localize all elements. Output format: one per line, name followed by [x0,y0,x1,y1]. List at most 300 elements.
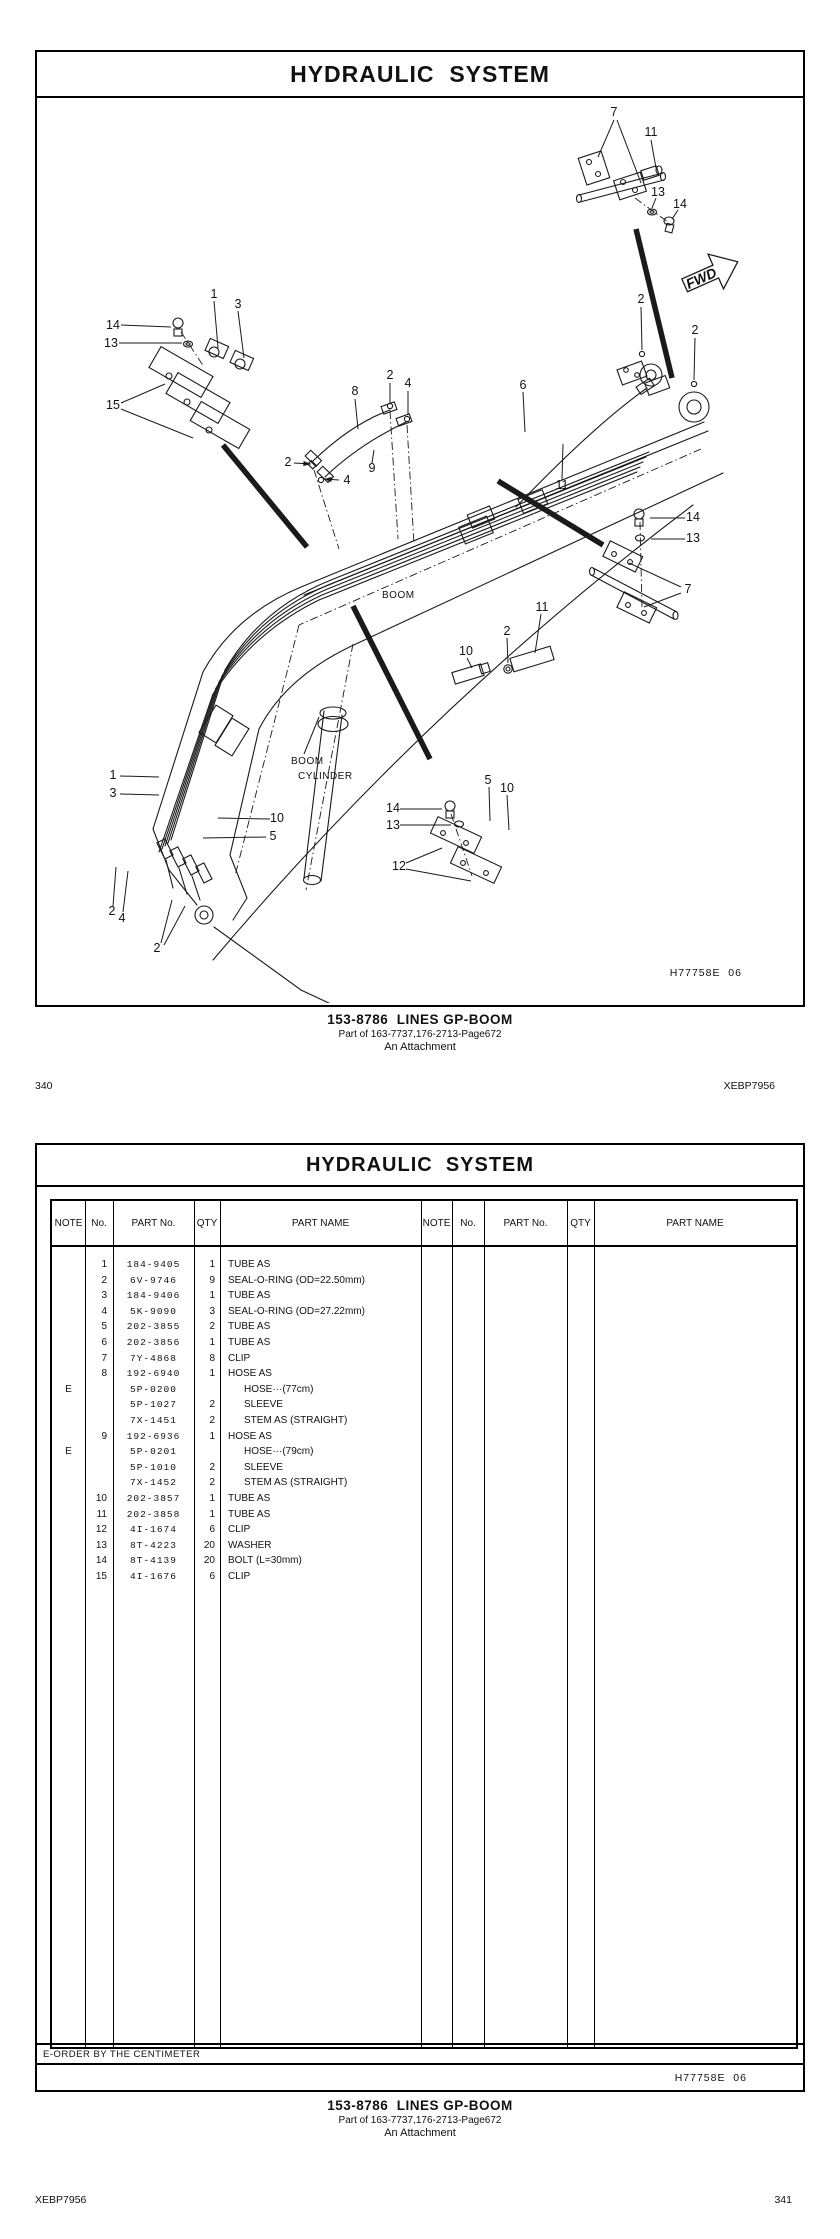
order-note: E-ORDER BY THE CENTIMETER [37,2043,803,2065]
page-number: 340 [35,1080,53,1092]
cell-part [484,1553,567,1569]
table-row [52,1413,796,1429]
callout-label: 4 [343,473,351,487]
callout-label: 13 [104,336,118,350]
cell-note [421,1273,452,1289]
cell-name [594,1460,796,1476]
callout-label: 14 [673,197,687,211]
cell-no [452,1444,484,1460]
cell-qty [567,1366,594,1382]
cell-part [484,1397,567,1413]
cell-part: 4I-1676 [130,1570,177,1582]
cell-part [484,1335,567,1351]
table-row [52,1382,796,1398]
cell-qty [567,1335,594,1351]
cell-qty [567,1288,594,1304]
cell-qty [567,1444,594,1460]
cell-name [594,1257,796,1273]
cell-no [85,1444,113,1460]
cell-no: 6 [101,1336,107,1348]
cell-name: CLIP [228,1352,251,1364]
callout-label: 12 [392,859,406,873]
page-number: 341 [774,2194,792,2206]
table-header-cell: NOTE [422,1217,451,1229]
cell-name [594,1475,796,1491]
cell-note [52,1351,85,1367]
callout-label: 13 [686,531,700,545]
leader-line [694,338,695,380]
cell-part [484,1569,567,1585]
thick-leader-line [498,481,603,545]
callout-label: 13 [386,818,400,832]
leader-line [407,425,414,544]
callout-label: 2 [108,904,116,918]
cell-part: 5P-1027 [130,1399,177,1411]
cell-name [594,1288,796,1304]
cell-qty: 1 [209,1336,215,1348]
cell-qty: 3 [209,1305,215,1317]
cell-qty [567,1413,594,1429]
cell-name: HOSE···(77cm) [244,1383,314,1395]
leader-line [314,470,339,549]
cell-qty: 1 [209,1430,215,1442]
cell-no [452,1257,484,1273]
leader-line [235,625,299,876]
callout-label: 9 [368,461,376,475]
cell-no [85,1460,113,1476]
cell-no [452,1351,484,1367]
cell-note [52,1273,85,1289]
cell-no: 14 [95,1555,107,1567]
cell-note [52,1257,85,1273]
cell-name: STEM AS (STRAIGHT) [244,1477,348,1489]
callout-label: 14 [686,510,700,524]
book-code: XEBP7956 [35,2194,87,2206]
cell-note [421,1319,452,1335]
cell-note [421,1475,452,1491]
callout-label: 2 [637,292,645,306]
cell-note [52,1553,85,1569]
leader-line [161,900,172,943]
cell-qty: 8 [209,1352,215,1364]
leader-line [507,638,508,663]
cell-note [52,1522,85,1538]
cell-qty [567,1429,594,1445]
leader-line [641,307,642,350]
cell-note: E [65,1383,72,1395]
table-row [52,1507,796,1523]
cell-no: 4 [101,1305,107,1317]
caption-note: An Attachment [384,1041,456,1054]
cell-part [484,1273,567,1289]
table-row [52,1538,796,1554]
callout-label: 2 [386,368,394,382]
page1-caption [35,1012,805,1055]
cell-qty [567,1273,594,1289]
table-header-cell: PART NAME [666,1217,724,1229]
cell-part: 184-9406 [126,1290,181,1302]
cell-name: HOSE AS [228,1430,272,1442]
cell-part: 4I-1674 [130,1524,177,1536]
table-header-cell: No. [460,1217,476,1229]
cell-qty: 1 [209,1290,215,1302]
table-row [52,1257,796,1273]
fwd-arrow [677,244,745,302]
cell-note [421,1444,452,1460]
cell-note [421,1429,452,1445]
cell-name: TUBE AS [228,1336,271,1348]
cell-note [421,1366,452,1382]
cell-name [594,1397,796,1413]
cell-qty: 2 [209,1399,215,1411]
table-header [52,1201,796,1247]
cell-no [452,1304,484,1320]
callout-label: 11 [535,600,549,614]
leader-line [306,644,353,890]
cell-part: 5K-9090 [130,1305,177,1317]
cell-name: HOSE AS [228,1368,272,1380]
cell-no [452,1507,484,1523]
table-header-cell: PART No. [131,1217,176,1229]
table-body [52,1257,796,1584]
caption-title: 153-8786 LINES GP-BOOM [327,2098,513,2113]
cell-qty: 2 [209,1414,215,1426]
leader-line [123,871,128,912]
cell-note [421,1538,452,1554]
cell-note [52,1538,85,1554]
cell-note [52,1304,85,1320]
callout-label: 5 [484,773,492,787]
leader-line [562,444,563,480]
cell-note [52,1288,85,1304]
cell-name [594,1273,796,1289]
cell-qty: 20 [203,1539,215,1551]
leader-line [598,120,614,157]
leader-line [617,120,641,183]
cell-no [452,1413,484,1429]
cell-name: SEAL-O-RING (OD=22.50mm) [228,1274,365,1286]
cell-qty [567,1257,594,1273]
leader-line [489,787,490,821]
table-header-cell: QTY [570,1217,591,1229]
cell-name: HOSE···(79cm) [244,1446,314,1458]
cell-name: SLEEVE [244,1399,283,1411]
leader-line [535,614,541,653]
cell-no: 9 [101,1430,107,1442]
cell-part: 192-6936 [126,1430,181,1442]
cell-part: 202-3858 [126,1508,181,1520]
table-row [52,1366,796,1382]
table-row [52,1475,796,1491]
callout-label: 2 [153,941,161,955]
cell-note [52,1429,85,1445]
callout-label: 4 [404,376,412,390]
cell-qty [567,1522,594,1538]
cell-part: 202-3856 [126,1336,181,1348]
callout-layer [104,105,701,955]
callout-label: 7 [684,582,692,596]
cell-no [85,1413,113,1429]
callout-label: 4 [118,911,126,925]
leader-line [406,848,442,863]
boom-line-art [149,151,723,1003]
callout-label: 7 [610,105,618,119]
leader-line [651,140,656,168]
cell-part: 7Y-4868 [130,1352,177,1364]
cell-no [452,1319,484,1335]
cell-name: WASHER [228,1539,272,1551]
table-row [52,1491,796,1507]
cell-name [594,1507,796,1523]
cell-part: 202-3857 [126,1492,181,1504]
cell-part: 8T-4223 [130,1539,177,1551]
cell-part: 7X-1452 [130,1477,177,1489]
cell-qty: 1 [209,1259,215,1270]
cell-no: 11 [96,1508,107,1520]
cell-qty: 1 [209,1492,215,1504]
cell-no [452,1288,484,1304]
cell-note [52,1413,85,1429]
cell-name [594,1382,796,1398]
leader-line [523,392,525,432]
callout-label: 1 [210,287,218,301]
callout-label: 15 [106,398,120,412]
cell-part: 202-3855 [126,1321,181,1333]
table-row [52,1522,796,1538]
cell-note [52,1569,85,1585]
cell-qty [567,1319,594,1335]
cell-no [452,1553,484,1569]
cell-note [421,1553,452,1569]
cell-part [484,1351,567,1367]
cell-name: STEM AS (STRAIGHT) [244,1414,348,1426]
cell-note [52,1335,85,1351]
cell-name: TUBE AS [228,1508,271,1520]
cell-name: CLIP [228,1524,251,1536]
cell-no [452,1429,484,1445]
cell-no [452,1522,484,1538]
cell-no [452,1475,484,1491]
cell-part [484,1319,567,1335]
callout-label: 2 [691,323,699,337]
cell-note [421,1522,452,1538]
cell-qty [567,1491,594,1507]
cell-note [421,1507,452,1523]
cell-name [594,1569,796,1585]
page-title: HYDRAULIC SYSTEM [37,1145,803,1187]
cell-note [421,1413,452,1429]
cell-part: 5P-0201 [130,1446,177,1458]
cell-part [484,1444,567,1460]
cell-qty: 2 [209,1321,215,1333]
callout-label: 14 [106,318,120,332]
cell-part [484,1491,567,1507]
callout-label: 3 [234,297,242,311]
diagram-canvas [37,98,803,1003]
leader-line [238,311,244,358]
cell-note [421,1397,452,1413]
cell-no: 10 [95,1492,107,1504]
cell-note [421,1304,452,1320]
cell-name: BOLT (L=30mm) [228,1555,302,1567]
cell-qty [567,1382,594,1398]
leader-line [181,332,204,367]
table-row [52,1273,796,1289]
callout-label: 1 [109,768,117,782]
cell-part [484,1288,567,1304]
cell-name [594,1553,796,1569]
cell-part: 192-6940 [126,1368,181,1380]
cell-qty [567,1460,594,1476]
cell-name [594,1491,796,1507]
cell-qty: 2 [209,1461,215,1473]
cell-part [484,1460,567,1476]
parts-table [50,1199,798,2049]
diagram-page [35,50,805,1007]
cell-name [594,1538,796,1554]
cell-note [52,1491,85,1507]
cell-part [484,1522,567,1538]
leader-line [390,411,398,539]
cell-no: 3 [101,1290,107,1302]
table-row [52,1351,796,1367]
cell-no [452,1460,484,1476]
callout-label: 13 [651,185,665,199]
drawing-code: H77758E 06 [674,2071,747,2084]
callout-label: 10 [270,811,284,825]
leader-line [121,384,165,403]
cell-note [52,1366,85,1382]
cell-no [452,1538,484,1554]
callout-label: 3 [109,786,117,800]
cell-part [484,1538,567,1554]
callout-label: 10 [500,781,514,795]
leader-line [406,869,471,881]
thick-leader-line [223,445,307,547]
leader-line [121,409,193,438]
cell-name [594,1304,796,1320]
table-row [52,1429,796,1445]
cell-name [594,1429,796,1445]
table-header-cell: NOTE [54,1217,83,1229]
cell-part: 8T-4139 [130,1555,177,1567]
leader-line [113,867,116,906]
table-row [52,1460,796,1476]
cell-qty: 20 [203,1555,215,1567]
cell-qty [567,1569,594,1585]
boom-label: BOOM [382,590,415,601]
cell-no [452,1382,484,1398]
cell-qty [567,1304,594,1320]
cell-part: 6V-9746 [130,1274,177,1286]
callout-label: 8 [351,384,359,398]
cell-note [421,1569,452,1585]
leader-line [120,776,159,777]
leader-line [507,795,509,830]
cell-note [52,1319,85,1335]
table-row [52,1335,796,1351]
cell-part: 184-9405 [126,1259,181,1270]
cell-no [85,1397,113,1413]
cell-qty: 1 [209,1368,215,1380]
cell-name [594,1335,796,1351]
cell-name: TUBE AS [228,1290,271,1302]
cell-note [421,1351,452,1367]
table-header-cell: QTY [196,1217,218,1229]
callout-label: 11 [644,125,658,139]
page2-caption [35,2098,805,2141]
cell-no [452,1569,484,1585]
cell-part [484,1366,567,1382]
cell-no: 12 [95,1524,107,1536]
cell-note [421,1288,452,1304]
cell-no: 5 [101,1321,107,1333]
cell-name [594,1522,796,1538]
book-code: XEBP7956 [723,1080,775,1092]
leader-line [304,717,319,754]
cell-note [421,1257,452,1273]
cell-name [594,1319,796,1335]
cell-part: 7X-1451 [130,1414,177,1426]
leader-line [218,818,270,819]
cell-qty [194,1444,220,1460]
table-header-cell: PART NAME [291,1217,350,1229]
cell-part [484,1304,567,1320]
cell-name: SEAL-O-RING (OD=27.22mm) [228,1305,365,1317]
callout-label: 2 [284,455,292,469]
leader-line [467,658,472,668]
cell-qty [567,1475,594,1491]
boom-cylinder-label-2: CYLINDER [298,771,353,782]
callout-label: 14 [386,801,400,815]
cell-note: E [65,1446,72,1458]
boom-cylinder-label-1: BOOM [291,756,324,767]
cell-note [52,1397,85,1413]
cell-qty: 6 [209,1524,215,1536]
leader-line [121,325,171,327]
cell-note [52,1460,85,1476]
cell-part [484,1507,567,1523]
leader-line [635,198,668,222]
cell-qty [567,1351,594,1367]
table-row [52,1553,796,1569]
cell-name [594,1366,796,1382]
cell-name: TUBE AS [228,1492,271,1504]
table-row [52,1304,796,1320]
callout-label: 2 [503,624,511,638]
cell-qty [567,1538,594,1554]
cell-note [421,1382,452,1398]
cell-qty: 2 [209,1477,215,1489]
cell-part [484,1475,567,1491]
cell-no: 7 [101,1352,107,1364]
table-row [52,1288,796,1304]
table-row [52,1319,796,1335]
cell-no: 1 [101,1259,107,1270]
cell-no [452,1366,484,1382]
cell-part [484,1413,567,1429]
leader-line [120,794,159,795]
caption-note: An Attachment [384,2127,456,2140]
callout-label: 11 [555,478,569,492]
cell-name: SLEEVE [244,1461,283,1473]
cell-name: TUBE AS [228,1321,271,1333]
cell-no [85,1475,113,1491]
cell-part [484,1257,567,1273]
table-row [52,1569,796,1585]
cell-name: CLIP [228,1570,251,1582]
fwd-label: FWD [683,264,719,292]
